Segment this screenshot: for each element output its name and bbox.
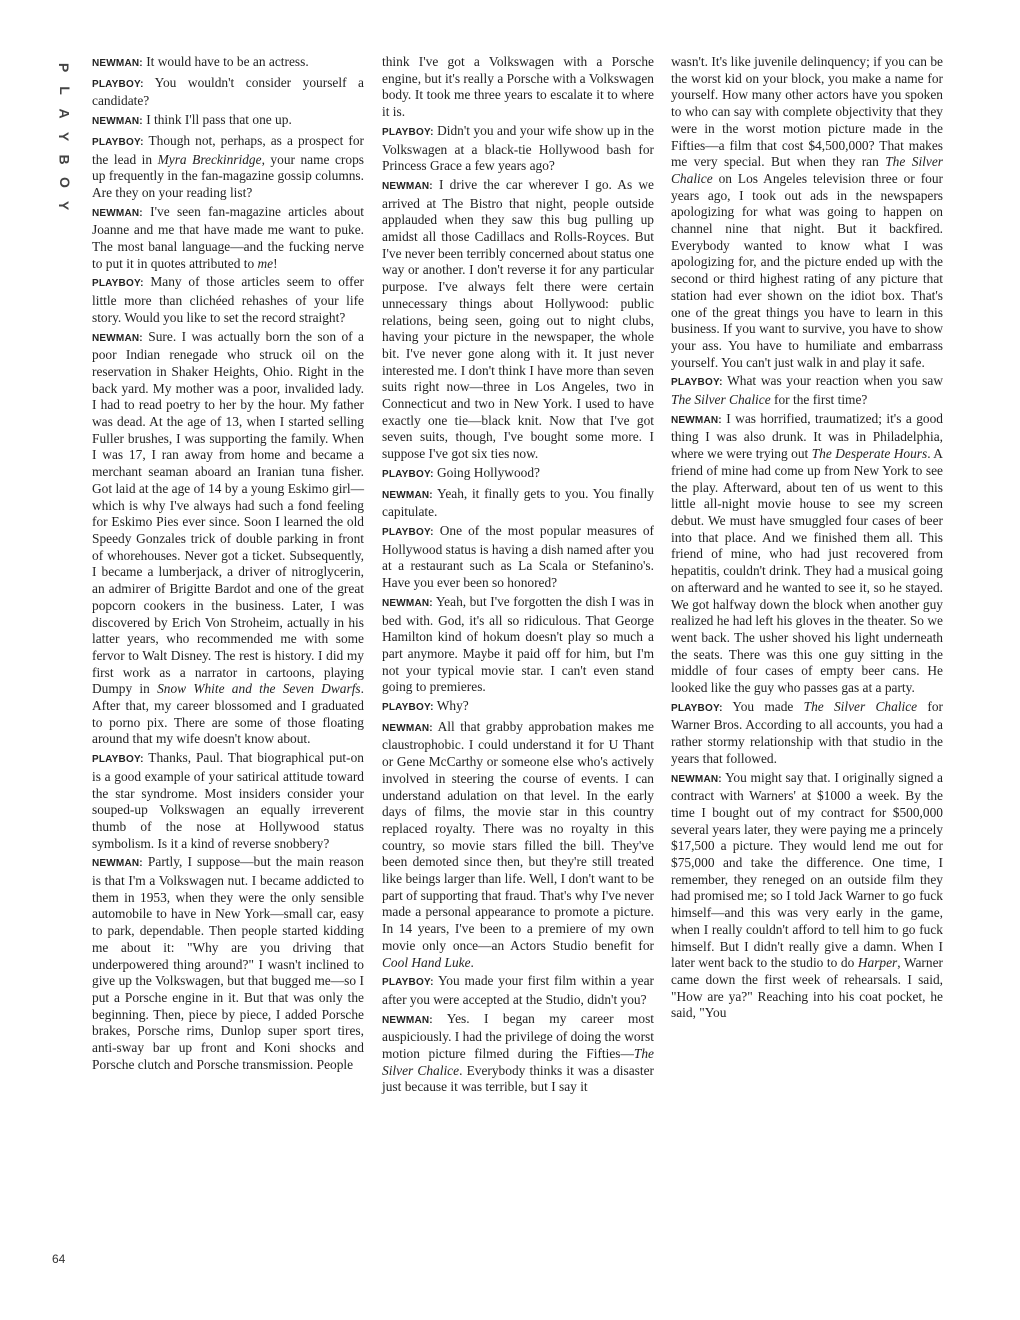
- speaker-label: PLAYBOY:: [671, 702, 723, 714]
- column-1: [92, 54, 364, 1075]
- column-2: [382, 54, 654, 1098]
- body-text: Yeah, but I've forgotten the dish I was in bed with. God, it's all so ridiculous. That George Hamilton kind of hokum doesn't play so much a part anymore. Maybe it paid off for him, but I'm not your typical movie star. I can't even stand going to premieres.: [382, 593, 654, 695]
- body-text: I drive the car wherever I go. As we arrived at The Bistro that night, people outside applauded when they saw this bug pulling up amidst all those Cadillacs and Rolls-Royces. But I've never been terribly concerned about status one way or another. I don't reverse it for any particular purpose. I've always felt there were certain unnecessary things about Hollywood: public relations, being seen, going out to night clubs, having your picture in the newspaper, the whole bit. I've never gone along with it. It just never interested me. I don't think I have more than seven suits right now—three in Los Angeles, two in Connecticut and two in New York. I used to have exactly one tie—black knit. Now that I've got seven suits, though, I've bought some more. I suppose I've got six ties now.: [382, 176, 654, 462]
- paragraph: [382, 523, 654, 592]
- body-text: You wouldn't consider yourself a candidate?: [92, 74, 364, 109]
- italic-title: The Silver Chalice: [671, 392, 771, 408]
- speaker-label: NEWMAN:: [92, 858, 143, 870]
- speaker-label: NEWMAN:: [382, 722, 433, 734]
- body-text: Yeah, it finally gets to you. You finally capitulate.: [382, 485, 654, 520]
- body-text: for the first time?: [770, 392, 868, 408]
- body-text: Didn't you and your wife show up in the Volkswagen at a black-tie Hollywood bash for Princess Grace a few years ago?: [382, 122, 654, 174]
- paragraph: [382, 973, 654, 1008]
- body-text: Going Hollywood?: [433, 464, 540, 480]
- italic-title: me: [257, 255, 274, 271]
- body-text: Yes. I began my career most auspiciously. I had the privilege of doing the worst motion picture filmed during the Fifties—: [382, 1010, 654, 1062]
- speaker-label: PLAYBOY:: [92, 278, 144, 290]
- body-text: One of the most popular measures of Hollywood status is having a dish named after you at a restaurant such as La Scala or Stefanino's. Have you ever been so honored?: [382, 522, 654, 591]
- speaker-label: PLAYBOY:: [92, 78, 144, 90]
- paragraph: [382, 719, 654, 972]
- speaker-label: NEWMAN:: [92, 332, 143, 344]
- paragraph: [382, 486, 654, 521]
- paragraph: [92, 54, 364, 73]
- column-3: [671, 54, 943, 1024]
- body-text: . Everybody thinks it was a disaster just because it was terrible, but I say it: [382, 1062, 655, 1095]
- body-text: , Warner came down the first week of rehearsals. I said, "How are ya?" Reaching into his coat pocket, he said, "You: [671, 955, 943, 1021]
- speaker-label: PLAYBOY:: [382, 526, 434, 538]
- masthead-letter: Y: [56, 200, 73, 211]
- paragraph: [92, 75, 364, 110]
- paragraph: [92, 204, 364, 273]
- body-text: . A friend of mine had come up from New York to see the play. Afterward, about ten of us went to this little all-night movie house to see my screen debut. We must have smuggled four cases of beer into that place. And we finished them all. This friend of mine, who had just recovered from hepatitis, couldn't drink. They had a musical going on afterward and he wanted to see it, so he stayed. We got halfway down the block when another guy realized he had left his gloves in the theater. So we went back. The usher shoved his light underneath the seats. There was this one guy sitting in the middle of four cases of empty beer cans. He looked like the guy who passes gas at a party.: [671, 446, 943, 696]
- speaker-label: NEWMAN:: [382, 1014, 433, 1026]
- body-text: Many of those articles seem to offer little more than clichéed rehashes of your life story. Would you like to set the record straight?: [92, 274, 364, 325]
- speaker-label: NEWMAN:: [92, 58, 143, 69]
- body-text: Partly, I suppose—but the main reason is that I'm a Volkswagen nut. I became addicted to them in 1953, when they were the only sensible automobile to have in New York—small car, easy to park, dependable. Then people started kidding me about it: "Why are you driving that underpowered thing around?" I wasn't inclined to give up the Volkswagen, but that bugged me—so I put a Porsche engine in it. But that was only the beginning. Then, piece by piece, I added Porsche brakes, Porsche rims, Dunlop super sport tires, anti-sway bar up front and Koni shocks and Porsche clutch and Porsche transmission. People: [92, 854, 364, 1072]
- speaker-label: PLAYBOY:: [382, 702, 434, 714]
- speaker-label: NEWMAN:: [92, 116, 143, 128]
- body-text: Why?: [433, 698, 469, 714]
- masthead-letter: P: [56, 62, 73, 73]
- body-text: All that grabby approbation makes me claustrophobic. I could understand it for U Thant or Gene McCarthy or someone else who's actively involved in steering the course of events. I can understand adulation on that level. In the early days of films, the movie star in this country replaced royalty. There was no royalty in this country, so movie stars filled the bill. They've been demoted since then, but they're still treated like beings larger than life. Well, I don't want to be part of supporting that fraud. That's why I've never made a personal appearance to promote a picture. In 14 years, I've been to a premiere of my own movie only once—an Actors Studio benefit for: [382, 718, 654, 953]
- body-text: !: [273, 255, 278, 271]
- speaker-label: NEWMAN:: [671, 414, 722, 426]
- body-text: on Los Angeles television three or four years ago, I took out ads in the newspapers apologizing for what was going to happen on channel nine that night. But it backfired. Everybody wanted to know what I was apologizing for, and the picture ended up with the second or third highest rating of any picture that station had ever shown on the idiot box. That's one of the great things you have to learn in this business. If you want to survive, you have to show your ass. You have to humiliate and embarrass yourself. You can't just walk in and play it safe.: [671, 170, 943, 370]
- body-text: What was your reaction when you saw: [722, 373, 943, 389]
- body-text: for Warner Bros. According to all accounts, you had a rather stormy relationship with that studio in the years that followed.: [671, 698, 943, 766]
- paragraph: [382, 177, 654, 463]
- speaker-label: NEWMAN:: [382, 180, 433, 192]
- body-text: . After that, my career blossomed and I graduated to porno pix. There are some of those floating around that my wife doesn't know about.: [92, 681, 364, 747]
- paragraph: [382, 465, 654, 484]
- body-text: You made: [722, 698, 804, 714]
- paragraph: [92, 112, 364, 131]
- paragraph: [92, 133, 364, 202]
- paragraph: [92, 329, 364, 749]
- paragraph: [671, 411, 943, 697]
- masthead-letter: O: [56, 177, 73, 188]
- speaker-label: PLAYBOY:: [92, 754, 144, 766]
- italic-title: Myra Breckinridge: [157, 151, 262, 167]
- masthead: [56, 56, 72, 217]
- paragraph: [92, 274, 364, 326]
- masthead-letter: B: [56, 154, 73, 165]
- italic-title: Cool Hand Luke: [382, 954, 471, 970]
- paragraph: [92, 854, 364, 1073]
- italic-title: The Silver Chalice: [382, 1046, 654, 1078]
- paragraph: [382, 698, 654, 717]
- speaker-label: NEWMAN:: [382, 489, 433, 501]
- speaker-label: PLAYBOY:: [382, 126, 434, 138]
- paragraph: [382, 123, 654, 175]
- italic-title: Snow White and the Seven Dwarfs: [157, 681, 361, 697]
- speaker-label: PLAYBOY:: [92, 136, 144, 148]
- italic-title: The Silver Chalice: [803, 698, 918, 714]
- speaker-label: PLAYBOY:: [382, 468, 434, 480]
- paragraph: [382, 1011, 654, 1097]
- italic-title: The Desperate Hours: [811, 446, 928, 462]
- speaker-label: NEWMAN:: [92, 207, 143, 219]
- body-text: Sure. I was actually born the son of a poor Indian renegade who struck oil on the reservation in Shaker Heights, Ohio. Right in the back yard. My mother was a poor, invalided lady. I had to read poetry to her by the hour. My father was dead. At the age of 13, when I started selling Fuller brushes, I was supporting the family. When I was 17, I ran away from home and became a merchant seaman aboard an Iranian tuna fisher. Got laid at the age of 14 by a young Eskimo girl—which is why I've always had such a fond feeling for Eskimo Pies ever since. Soon I learned the old Speedy Gonzales trick of double parking in front of whorehouses. Never got a ticket. Subsequently, I became a lumberjack, a driver of nitroglycerin, an admirer of Brigitte Bardot and one of the great popcorn cookers in the business. Later, I was discovered by Erich Von Stroheim, actually in his latter years, who recommended me with some fervor to Walt Disney. The rest is history. I did my first work as a narrator in cartoons, playing Dumpy in: [92, 328, 364, 697]
- body-text: I think I'll pass that one up.: [142, 112, 292, 128]
- masthead-letter: A: [56, 108, 73, 119]
- paragraph: [92, 750, 364, 852]
- masthead-letter: L: [56, 86, 73, 95]
- body-text: wasn't. It's like juvenile delinquency; if you can be the worst kid on your block, you make a name for yourself. How many other actors have you spoken to who can say with complete objectivity that they were in the worst motion picture made in the Fifties—a film that cost $4,500,000? That makes me very special. But when they ran: [671, 54, 943, 170]
- body-text: I was horrified, traumatized; it's a good thing I was also drunk. It was in Philadelphia, where we were trying out: [671, 410, 943, 462]
- body-text: It would have to be an actress.: [142, 54, 309, 69]
- paragraph: [671, 373, 943, 408]
- italic-title: The Silver Chalice: [671, 154, 943, 186]
- speaker-label: PLAYBOY:: [671, 377, 723, 389]
- speaker-label: NEWMAN:: [671, 773, 722, 785]
- paragraph: [671, 699, 943, 768]
- body-text: .: [470, 954, 474, 970]
- paragraph: [382, 54, 654, 121]
- body-text: Thanks, Paul. That biographical put-on is a good example of your satirical attitude toward the star syndrome. Most insiders consider your souped-up Volkswagen an equally irreverent thumb of the nose at Hollywood status symbolism. Is it a kind of reverse snobbery?: [92, 750, 364, 851]
- masthead-letter: Y: [56, 131, 73, 142]
- paragraph: [671, 770, 943, 1023]
- body-text: Though not, perhaps, as a prospect for the lead in: [92, 132, 364, 167]
- italic-title: Harper: [857, 955, 898, 971]
- page-number: 64: [52, 1252, 66, 1266]
- body-text: , your name crops up frequently in the fan-magazine gossip columns. Are they on your reading list?: [92, 151, 364, 200]
- speaker-label: PLAYBOY:: [382, 977, 434, 989]
- body-text: You made your first film within a year after you were accepted at the Studio, didn't you?: [382, 973, 654, 1007]
- body-text: think I've got a Volkswagen with a Porsche engine, but it's really a Porsche with a Volkswagen body. It took me three years to escalate it to where it is.: [382, 54, 654, 120]
- paragraph: [671, 54, 943, 371]
- body-text: I've seen fan-magazine articles about Joanne and me that have made me want to puke. The most banal language—and the fucking nerve to put it in quotes attributed to: [92, 203, 364, 271]
- speaker-label: NEWMAN:: [382, 597, 433, 609]
- body-text: You might say that. I originally signed a contract with Warners' at $1000 a week. By the time I bought out of my contract for $500,000 several years later, they were paying me a princely $17,500 a picture. They would lend me out for $75,000 and take the difference. One time, I remember, they reneged on an outside film they had promised me; so I told Jack Warner to go fuck himself—and this was very early in the game, when I really couldn't afford to tell him to go fuck himself. But I didn't really give a damn. When I later went back to the studio to do: [671, 769, 943, 971]
- paragraph: [382, 594, 654, 696]
